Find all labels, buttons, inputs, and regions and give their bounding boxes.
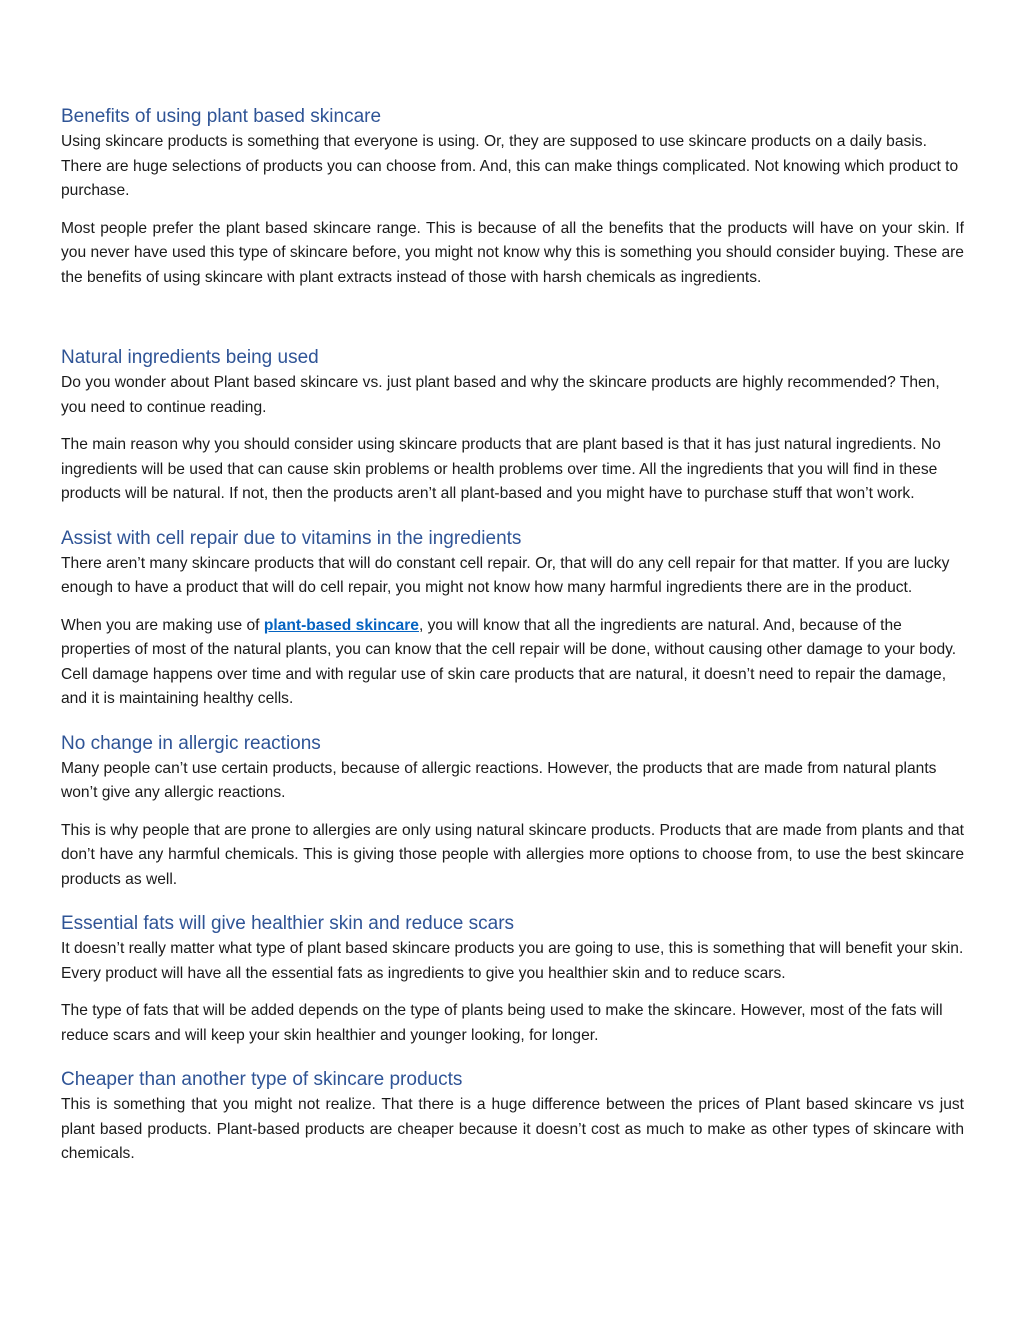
paragraph-text-before-link: When you are making use of: [61, 616, 264, 634]
document-page: [61, 104, 964, 1167]
paragraph: It doesn’t really matter what type of plant based skincare products you are going to use, this is something that will benefit your skin. Every product will have all the essential fats as ingredients to give you healthier skin and to reduce scars.: [61, 940, 964, 982]
section-heading: Natural ingredients being used: [61, 347, 319, 368]
section-heading: No change in allergic reactions: [61, 732, 321, 754]
section-essential-fats: [61, 911, 964, 1048]
paragraph: The main reason why you should consider using skincare products that are plant based is that it has just natural ingredients. No ingredients will be used that can cause skin problems or health problems over time. All the ingredients that you will find in these products will be natural. If not, then the products aren’t all plant-based and you might have to purchase stuff that won’t work.: [61, 436, 941, 502]
section-cell-repair: [61, 526, 964, 712]
section-cheaper: [61, 1067, 964, 1167]
section-heading: Essential fats will give healthier skin and reduce scars: [61, 913, 515, 934]
section-heading: Assist with cell repair due to vitamins in the ingredients: [61, 527, 522, 549]
section-heading: Benefits of using plant based skincare: [61, 106, 382, 127]
paragraph: The type of fats that will be added depends on the type of plants being used to make the skincare. However, most of the fats will reduce scars and will keep your skin healthier and younger looking, for longer.: [61, 1002, 943, 1044]
paragraph-with-link: [61, 614, 964, 712]
section-allergic-reactions: [61, 731, 964, 893]
paragraph: Many people can’t use certain products, because of allergic reactions. However, the products that are made from natural plants won’t give any allergic reactions.: [61, 759, 937, 801]
paragraph: Do you wonder about Plant based skincare vs. just plant based and why the skincare products are highly recommended? Then, you need to continue reading.: [61, 374, 940, 416]
section-benefits: [61, 104, 964, 290]
section-natural-ingredients: [61, 345, 964, 507]
paragraph: There aren’t many skincare products that will do constant cell repair. Or, that will do any cell repair for that matter. If you are lucky enough to have a product that will do cell repair, you might not know how many harmful ingredients there are in the product.: [61, 554, 950, 596]
plant-based-skincare-link[interactable]: plant-based skincare: [263, 616, 419, 634]
section-heading: Cheaper than another type of skincare products: [61, 1069, 463, 1090]
paragraph-text-after-link: , you will know that all the ingredients are natural. And, because of the properties of most of the natural plants, you can know that the cell repair will be done, without causing other damage to your body. Cell damage happens over time and with regular use of skin care products that are natural, it doesn’t need to repair the damage, and it is maintaining healthy cells.: [61, 616, 957, 707]
paragraph: This is why people that are prone to allergies are only using natural skincare products. Products that are made from plants and that don’t have any harmful chemicals. This is giving those people with allergies more options to choose from, to use the best skincare products as well.: [61, 821, 964, 888]
paragraph: Most people prefer the plant based skincare range. This is because of all the benefits that the products will have on your skin. If you never have used this type of skincare before, you might not know why this is something you should consider buying. These are the benefits of using skincare with plant extracts instead of those with harsh chemicals as ingredients.: [61, 219, 964, 286]
paragraph: This is something that you might not realize. That there is a huge difference between the prices of Plant based skincare vs just plant based products. Plant-based products are cheaper because it doesn’t cost as much to make as other types of skincare with chemicals.: [61, 1096, 964, 1162]
paragraph: Using skincare products is something that everyone is using. Or, they are supposed to use skincare products on a daily basis. There are huge selections of products you can choose from. And, this can make things complicated. Not knowing which product to purchase.: [61, 133, 959, 199]
